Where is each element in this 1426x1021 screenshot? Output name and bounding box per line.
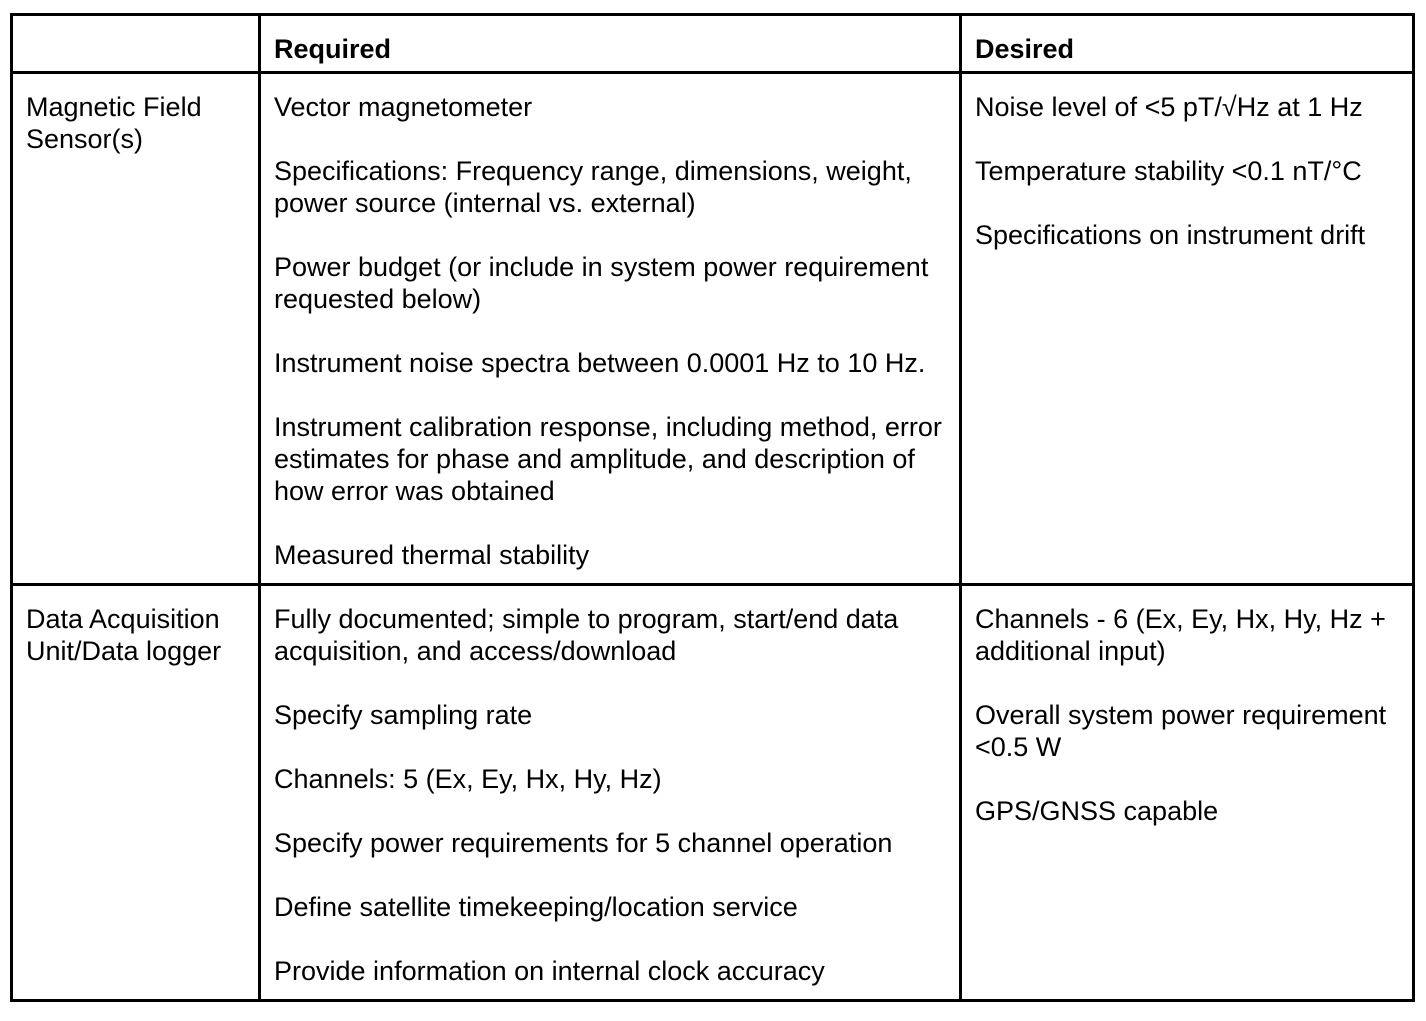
desired-item: Overall system power requirement <0.5 W bbox=[975, 700, 1387, 762]
desired-cell bbox=[961, 73, 1414, 585]
row-label: Magnetic Field Sensor(s) bbox=[12, 73, 260, 585]
required-cell bbox=[260, 585, 961, 1001]
required-item: Instrument calibration response, including method, error estimates for phase and amplitude, and description of how error was obtained bbox=[274, 412, 942, 506]
header-row bbox=[12, 15, 1414, 73]
table-row bbox=[12, 73, 1414, 585]
required-item: Channels: 5 (Ex, Ey, Hx, Hy, Hz) bbox=[274, 764, 662, 794]
desired-cell bbox=[961, 585, 1414, 1001]
header-required: Required bbox=[260, 15, 961, 73]
table-row bbox=[12, 585, 1414, 1001]
required-cell bbox=[260, 73, 961, 585]
required-item: Measured thermal stability bbox=[274, 540, 590, 570]
required-item: Power budget (or include in system power requirement requested below) bbox=[274, 252, 929, 314]
required-item: Specifications: Frequency range, dimensions, weight, power source (internal vs. external) bbox=[274, 156, 912, 218]
required-item: Specify sampling rate bbox=[274, 700, 533, 730]
required-item: Fully documented; simple to program, start/end data acquisition, and access/download bbox=[274, 604, 899, 666]
desired-item: Noise level of <5 pT/√Hz at 1 Hz bbox=[975, 92, 1363, 122]
required-item: Instrument noise spectra between 0.0001 Hz to 10 Hz. bbox=[274, 348, 926, 378]
header-empty bbox=[12, 15, 260, 73]
header-desired: Desired bbox=[961, 15, 1414, 73]
required-item: Define satellite timekeeping/location service bbox=[274, 892, 798, 922]
desired-item: Channels - 6 (Ex, Ey, Hx, Hy, Hz + additional input) bbox=[975, 604, 1386, 666]
row-label: Data Acquisition Unit/Data logger bbox=[12, 585, 260, 1001]
required-item: Specify power requirements for 5 channel operation bbox=[274, 828, 893, 858]
desired-item: Specifications on instrument drift bbox=[975, 220, 1366, 250]
desired-item: GPS/GNSS capable bbox=[975, 796, 1219, 826]
required-item: Provide information on internal clock accuracy bbox=[274, 956, 825, 986]
requirements-table bbox=[10, 13, 1415, 1002]
required-item: Vector magnetometer bbox=[274, 92, 533, 122]
desired-item: Temperature stability <0.1 nT/°C bbox=[975, 156, 1362, 186]
